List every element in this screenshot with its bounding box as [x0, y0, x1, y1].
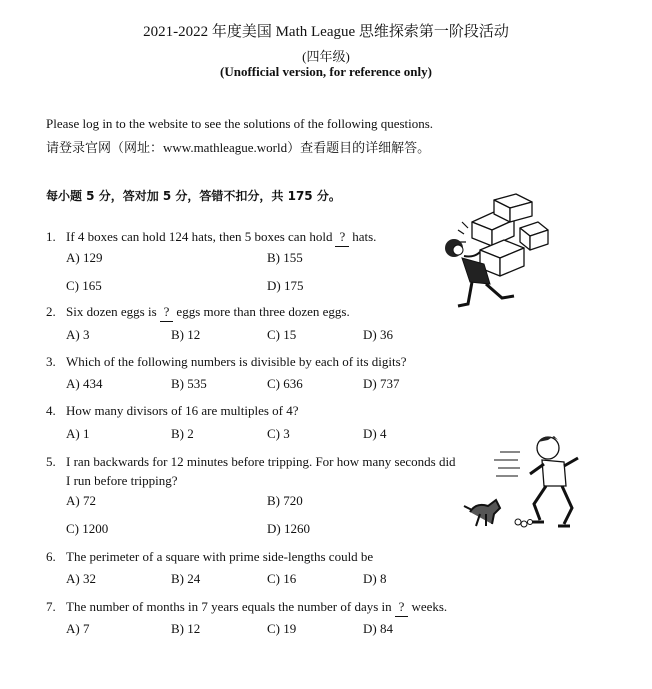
question-number: 2.	[46, 304, 56, 319]
question-text-line-2: I run before tripping?	[66, 473, 178, 488]
option-b: B) 12	[171, 327, 201, 342]
option-d: D) 84	[363, 621, 393, 636]
question-number: 7.	[46, 599, 56, 614]
option-c: C) 16	[267, 571, 297, 586]
option-c: C) 3	[267, 426, 290, 441]
grade-subtitle: (四年级)	[302, 49, 350, 64]
answer-blank: ?	[395, 597, 409, 617]
page-title: 2021-2022 年度美国 Math League 思维探索第一阶段活动	[143, 24, 509, 40]
question-text: The perimeter of a square with prime side-lengths could be	[66, 549, 374, 564]
running-person-dog-illustration	[460, 430, 600, 534]
option-a: A) 32	[66, 571, 96, 586]
question-text: If 4 boxes can hold 124 hats, then 5 boxes can hold ? hats.	[66, 227, 376, 247]
option-d: D) 8	[363, 571, 387, 586]
option-b: B) 535	[171, 376, 207, 391]
question-text: Which of the following numbers is divisible by each of its digits?	[66, 354, 407, 369]
intro-chinese: 请登录官网（网址：www.mathleague.world）查看题目的详细解答。	[46, 140, 431, 155]
option-a: A) 3	[66, 327, 90, 342]
question-text: How many divisors of 16 are multiples of 4?	[66, 403, 299, 418]
question-text: I ran backwards for 12 minutes before tripping. For how many seconds did	[66, 454, 456, 469]
option-b: B) 12	[171, 621, 201, 636]
option-a: A) 7	[66, 621, 90, 636]
option-a: A) 72	[66, 493, 96, 508]
question-text: Six dozen eggs is ? eggs more than three dozen eggs.	[66, 302, 350, 322]
question-number: 4.	[46, 403, 56, 418]
option-b: B) 155	[267, 250, 303, 265]
answer-blank: ?	[160, 302, 174, 322]
question-number: 5.	[46, 454, 56, 469]
option-d: D) 737	[363, 376, 400, 391]
option-c: C) 1200	[66, 521, 109, 536]
option-d: D) 1260	[267, 521, 310, 536]
option-a: A) 129	[66, 250, 103, 265]
option-c: C) 15	[267, 327, 297, 342]
intro-english: Please log in to the website to see the solutions of the following questions.	[46, 116, 434, 131]
option-b: B) 720	[267, 493, 303, 508]
version-note: (Unofficial version, for reference only)	[220, 64, 432, 79]
question-number: 6.	[46, 549, 56, 564]
option-d: D) 4	[363, 426, 387, 441]
option-d: D) 36	[363, 327, 393, 342]
option-d: D) 175	[267, 278, 304, 293]
option-b: B) 24	[171, 571, 201, 586]
boxes-carrier-illustration	[428, 192, 553, 314]
question-number: 1.	[46, 229, 56, 244]
option-a: A) 1	[66, 426, 90, 441]
option-a: A) 434	[66, 376, 103, 391]
answer-blank: ?	[335, 227, 349, 247]
option-c: C) 165	[66, 278, 102, 293]
question-number: 3.	[46, 354, 56, 369]
option-c: C) 636	[267, 376, 303, 391]
option-c: C) 19	[267, 621, 297, 636]
scoring-rules: 每小题 5 分，答对加 5 分，答错不扣分，共 175 分。	[46, 189, 341, 203]
question-text: The number of months in 7 years equals the number of days in ? weeks.	[66, 597, 447, 617]
option-b: B) 2	[171, 426, 194, 441]
